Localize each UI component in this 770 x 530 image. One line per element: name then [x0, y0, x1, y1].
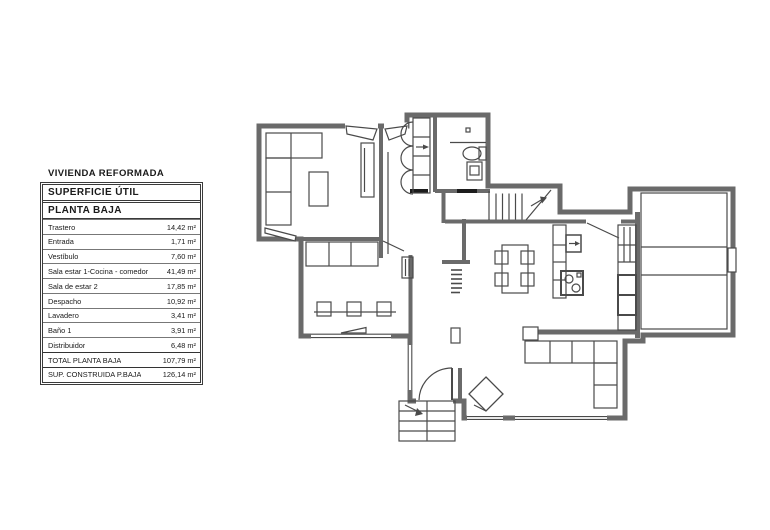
terrace-door-leaf-left: [346, 126, 377, 140]
room-area: 7,60 m²: [170, 252, 196, 262]
office-door-leaf: [383, 241, 404, 251]
room-label: Vestíbulo: [48, 252, 79, 262]
tv-cabinet: [361, 143, 374, 197]
radiator-dining: [451, 270, 462, 293]
room-label: Trastero: [48, 222, 76, 232]
kitchen: [553, 225, 636, 330]
office-furniture: [306, 242, 413, 316]
table-row: [43, 322, 200, 337]
room-label: Despacho: [48, 296, 82, 306]
pillar: [451, 328, 460, 343]
area-table: [40, 168, 203, 385]
stove: [561, 271, 583, 295]
desk-chair: [317, 302, 331, 316]
table-header-planta: PLANTA BAJA: [43, 203, 200, 219]
window-office-south: [311, 333, 391, 339]
table-header-superficie: SUPERFICIE ÚTIL: [43, 185, 200, 203]
table-row: [43, 278, 200, 293]
steps-arrow: [415, 408, 423, 416]
window-south-2: [515, 415, 607, 420]
table-row: [43, 249, 200, 264]
room-label: Sala de estar 2: [48, 281, 98, 291]
office-sofa: [306, 242, 378, 266]
total-area: 126,14 m²: [162, 370, 196, 380]
sofa-l-horizontal: [525, 341, 617, 363]
plan-title: VIVIENDA REFORMADA: [48, 168, 165, 179]
bathroom-sink: [463, 147, 481, 160]
window-south-1: [467, 415, 503, 420]
rotated-table: [469, 377, 503, 411]
room-label: Lavadero: [48, 311, 79, 321]
room-label: Entrada: [48, 237, 74, 247]
room-area: 14,42 m²: [166, 222, 196, 232]
fridge: [566, 235, 581, 252]
table-row: [43, 293, 200, 308]
desk-chair: [347, 302, 361, 316]
area-table-box: [40, 182, 203, 385]
room-area: 17,85 m²: [166, 281, 196, 291]
table-row: [43, 234, 200, 249]
room-area: 3,91 m²: [170, 326, 196, 336]
toilet: [467, 162, 482, 180]
room-area: 1,71 m²: [170, 237, 196, 247]
room-area: 6,48 m²: [170, 340, 196, 350]
sofa-top: [266, 133, 322, 158]
living-room-2-furniture: [266, 133, 374, 225]
lounge-furniture: [451, 327, 617, 411]
front-door: [419, 368, 452, 400]
dining-area: [495, 245, 534, 293]
desk-chair: [377, 302, 391, 316]
entry-steps: [399, 401, 455, 441]
room-label: Baño 1: [48, 326, 72, 336]
threshold-bath: [457, 189, 477, 193]
terrace-door-leaf-right: [385, 126, 407, 140]
total-label: TOTAL PLANTA BAJA: [48, 355, 122, 365]
stairs-interior: [489, 190, 551, 220]
garage-side-door: [728, 248, 736, 272]
window-leaf-office: [341, 328, 366, 334]
kitchen-door-leaf: [587, 223, 619, 238]
table-total-row: [43, 352, 200, 367]
table-row: [43, 263, 200, 278]
stair-cut-line: [526, 190, 551, 220]
coffee-table: [309, 172, 328, 206]
room-label: Sala estar 1-Cocina - comedor: [48, 266, 149, 276]
total-area: 107,79 m²: [162, 355, 196, 365]
table-total-row: [43, 367, 200, 382]
table-row: [43, 308, 200, 323]
closet-arrow: [423, 145, 429, 150]
bathroom-vent: [466, 128, 470, 132]
room-area: 41,49 m²: [166, 266, 196, 276]
window-entry-west: [407, 345, 413, 390]
storage-room: [641, 193, 736, 329]
table-row: [43, 219, 200, 234]
pillar: [523, 327, 538, 340]
table-row: [43, 337, 200, 352]
room-area: 3,41 m²: [170, 311, 196, 321]
room-area: 10,92 m²: [166, 296, 196, 306]
folding-door-arc: [401, 146, 413, 170]
bathroom: [450, 128, 486, 180]
room-label: Distribuidor: [48, 340, 86, 350]
total-label: SUP. CONSTRUIDA P.BAJA: [48, 370, 142, 380]
